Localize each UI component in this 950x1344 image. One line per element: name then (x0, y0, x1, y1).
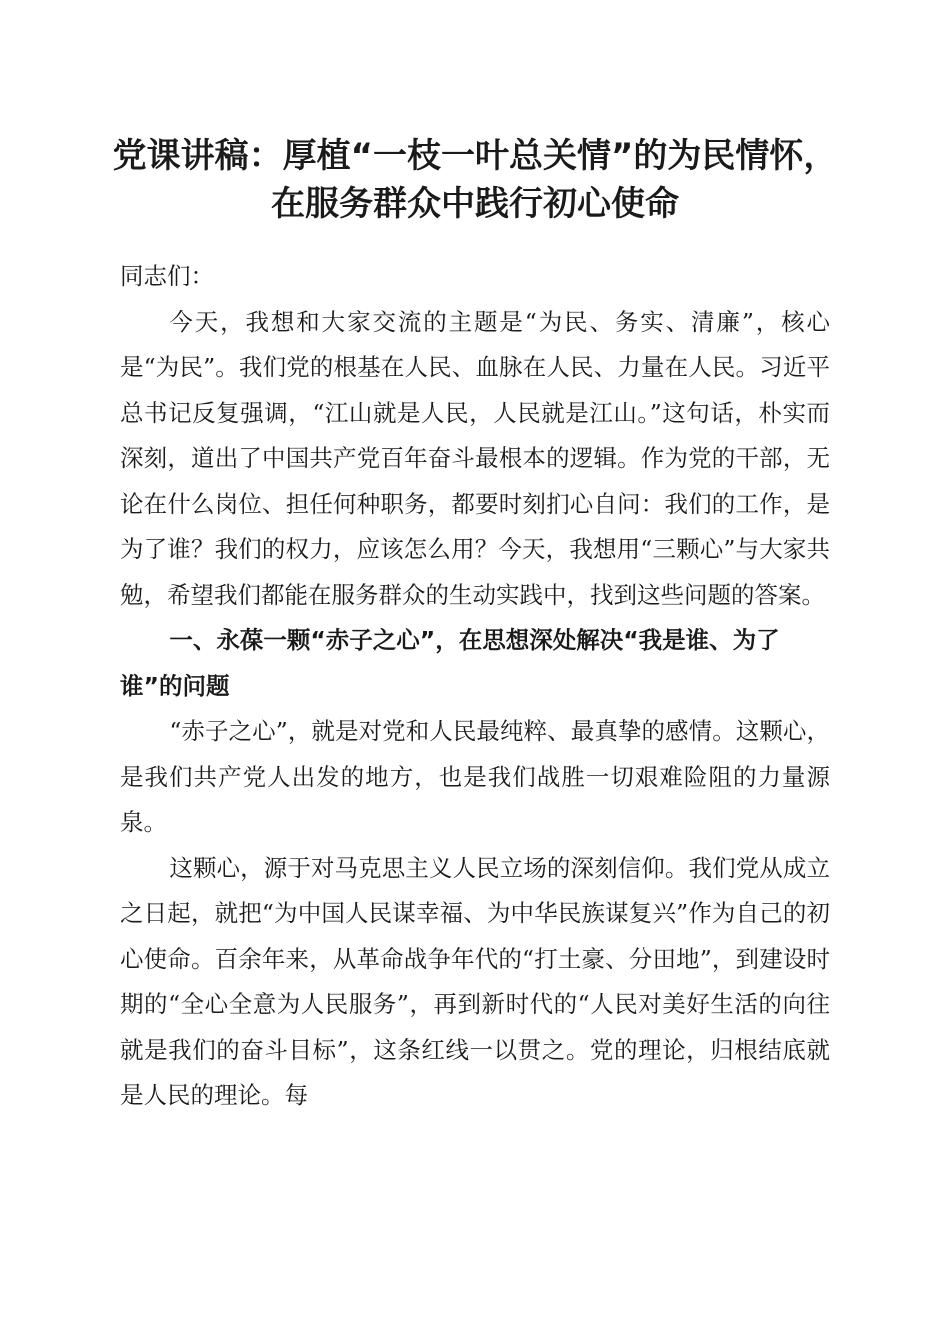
section-paragraph: “赤子之心”，就是对党和人民最纯粹、最真挚的感情。这颗心，是我们共产党人出发的地方，也是我们战胜一切艰难险阻的力量源泉。 (120, 717, 830, 836)
section-heading: 一、永葆一颗“赤子之心”，在思想深处解决“我是谁、为了谁”的问题 (120, 626, 780, 700)
salutation: 同志们： (120, 262, 214, 290)
section-paragraph: 这颗心，源于对马克思主义人民立场的深刻信仰。我们党从成立之日起，就把“为中国人民谋幸福、为中华民族谋复兴”作为自己的初心使命。百余年来，从革命战争年代的“打土豪、分田地”，到建设时期的“全心全意为人民服务”，再到新时代的“人民对美好生活的向往就是我们的奋斗目标”，这条红线一以贯之。党的理论，归根结底就是人民的理论。每 (120, 853, 830, 1109)
intro-paragraph: 今天，我想和大家交流的主题是“为民、务实、清廉”，核心是“为民”。我们党的根基在人民、血脉在人民、力量在人民。习近平总书记反复强调，“江山就是人民，人民就是江山。”这句话，朴实而深刻，道出了中国共产党百年奋斗最根本的逻辑。作为党的干部，无论在什么岗位、担任何种职务，都要时刻扪心自问：我们的工作，是为了谁？我们的权力，应该怎么用？今天，我想用“三颗心”与大家共勉，希望我们都能在服务群众的生动实践中，找到这些问题的答案。 (120, 307, 830, 609)
document-title: 党课讲稿：厚植“一枝一叶总关情”的为民情怀，在服务群众中践行初心使命 (112, 136, 838, 224)
document-body (120, 254, 830, 1119)
